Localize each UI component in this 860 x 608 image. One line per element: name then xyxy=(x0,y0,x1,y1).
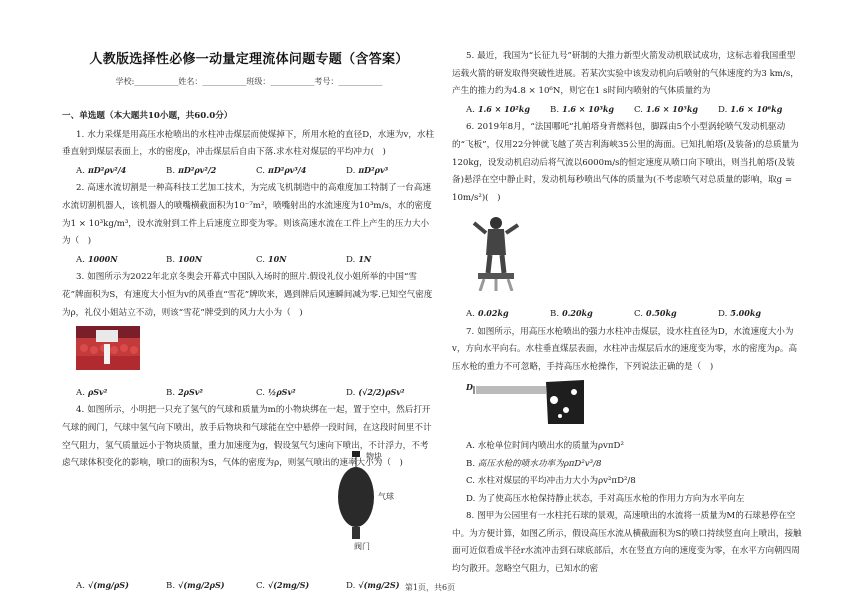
water-cannon-image xyxy=(466,380,586,424)
question-number: 2. xyxy=(76,183,85,194)
option-b[interactable]: B. 2ρSv² xyxy=(166,386,203,398)
water-jet-figure xyxy=(466,380,802,432)
label-valve: 阀门 xyxy=(354,541,370,551)
option-a[interactable]: A. ρSv² xyxy=(76,386,108,398)
question-number: 7. xyxy=(466,326,475,337)
option-d[interactable]: D. πD²ρv³ xyxy=(346,164,389,176)
question-number: 6. xyxy=(466,122,475,133)
option-a[interactable]: A. 1000N xyxy=(76,253,118,265)
question-number: 8. xyxy=(466,511,475,522)
options-row xyxy=(62,162,436,181)
question-text: 如图所示为2022年北京冬奥会开幕式中国队入场时的照片.假设礼仪小姐所举的中国“雪花”牌面积为S，有速度大小恒为v的风垂直“雪花”牌吹来，遇到牌后风速瞬间减为零.已知空气密度为ρ，礼仪小姐站立不动，则该“雪花”牌受到的风力大小为（ ) xyxy=(62,272,433,318)
page-footer: 第1页，共6页 xyxy=(404,583,456,592)
right-column xyxy=(452,48,802,579)
olympics-photo xyxy=(76,326,436,378)
option-d[interactable]: D. (√2/2)ρSv² xyxy=(346,386,405,398)
option-a[interactable]: A. 水枪单位时间内喷出水的质量为ρvπD² xyxy=(466,440,624,451)
question-text: 高速水流切割是一种高科技工艺加工技术，为完成飞机制造中的高难度加工特制了一台高速水流切割机器人，该机器人的喷嘴横截面积为10⁻⁷m²，喷嘴射出的水流速度为10³m/s，水的密度为1 × 10³kg/m³，设水流射到工件上后速度立即变为零。则该高速水流在工件上产生的压力大小为（ ) xyxy=(62,183,432,247)
question-4 xyxy=(62,402,436,595)
question-text: 如图所示，用高压水枪喷出的强力水柱冲击煤层，设水柱直径为D，水流速度大小为v，方向水平向右。水柱垂直煤层表面，水柱冲击煤层后水的速度变为零，水的密度为ρ。高压水枪的重力不可忽略，手持高压水枪操作，下列说法正确的是（ ) xyxy=(452,326,798,372)
option-c[interactable]: C. ½ρSv² xyxy=(256,386,296,398)
question-8 xyxy=(452,508,802,578)
flyboard-photo xyxy=(466,211,802,299)
question-number: 4. xyxy=(76,405,85,416)
option-a[interactable]: A. √(mg/ρS) xyxy=(76,579,129,591)
option-a[interactable]: A. πD²ρv²/4 xyxy=(76,164,127,176)
label-balloon: 气球 xyxy=(378,491,394,501)
question-3 xyxy=(62,269,436,402)
question-number: 3. xyxy=(76,272,85,283)
option-d[interactable]: D. √(mg/2S) xyxy=(346,579,400,591)
options-row xyxy=(62,384,436,403)
question-5 xyxy=(452,48,802,119)
page-title: 人教版选择性必修一动量定理流体问题专题（含答案） xyxy=(89,52,409,67)
question-text: 最近，我国为“长征九号”研制的大推力新型火箭发动机联试成功，这标志着我国重型运载火箭的研发取得突破性进展。若某次实验中该发动机向后喷射的气体速度约为3 km/s，产生的推力约为4.8 × 10⁶N，则它在1 s时间内喷射的气体质量约为 xyxy=(452,51,799,97)
options-row xyxy=(62,251,436,270)
question-number: 5. xyxy=(466,51,475,61)
label-d: D xyxy=(466,382,473,393)
options-row xyxy=(452,101,802,120)
left-column xyxy=(62,108,436,595)
option-c[interactable]: C. 水柱对煤层的平均冲击力大小为ρv²πD²/8 xyxy=(466,476,636,487)
olympic-team-image xyxy=(76,326,140,370)
option-c[interactable]: C. 10N xyxy=(256,253,287,265)
option-b[interactable]: B. 高压水枪的喷水功率为ρπD²v³/8 xyxy=(466,458,602,469)
option-b[interactable]: B. 0.20kg xyxy=(550,307,593,319)
option-c[interactable]: C. 1.6 × 10⁵kg xyxy=(634,103,698,115)
option-b[interactable]: B. √(mg/2ρS) xyxy=(166,579,225,591)
option-d[interactable]: D. 为了使高压水枪保持静止状态，手对高压水枪的作用力方向为水平向左 xyxy=(466,493,745,504)
question-1 xyxy=(62,127,436,181)
option-d[interactable]: D. 1N xyxy=(346,253,372,265)
question-text: 图甲为公园里有一水柱托石球的景观，高速喷出的水流将一质量为M的石球悬停在空中。为方便计算，如图乙所示，假设高压水流从横截面积为S的喷口持续竖直向上喷出，接触面可近似看成半径r水流冲击到石球底部后，水在竖直方向的速度变为零，在水平方向朝四周均匀散开。忽略空气阻力，已知水的密 xyxy=(452,511,802,575)
option-b[interactable]: B. 100N xyxy=(166,253,203,265)
options-row xyxy=(452,305,802,324)
question-6 xyxy=(452,119,802,323)
option-b[interactable]: B. 1.6 × 10³kg xyxy=(550,103,615,115)
question-text: 如图所示，小明把一只充了氢气的气球和质量为m的小物块绑在一起，置于空中，然后打开气球的阀门，气球中氢气向下喷出，放手后物块和气球能在空中悬停一段时间，在这段时间里不计空气阻力，氢气质量远小于物块质量，重力加速度为g，假设氢气匀速向下喷出，不计浮力，不考虑气球体积变化的影响，喷口的面积为S，气体的密度为ρ，则氢气喷出的速率大小为（ ) xyxy=(62,405,432,469)
option-d[interactable]: D. 5.00kg xyxy=(718,307,761,319)
option-a[interactable]: A. 0.02kg xyxy=(466,307,509,319)
question-text: 2019年8月，“法国哪吒”扎帕塔身背燃料包，脚踩由5个小型涡轮喷气发动机驱动的“飞板”，仅用22分钟就飞越了英吉利海峡35公里的海面。已知扎帕塔(及装备)的总质量为120kg，设发动机启动后将气流以6000m/s的恒定速度从喷口向下喷出，则当扎帕塔(及装备)悬浮在空中静止时，发动机每秒喷出气体的质量为(不考虑喷气对总质量的影响，取g = 10m/s²)( ) xyxy=(452,122,799,203)
option-c[interactable]: C. πD²ρv³/4 xyxy=(256,164,307,176)
section-heading: 一、单选题（本大题共10小题，共60.0分） xyxy=(62,111,233,121)
option-b[interactable]: B. πD²ρv²/2 xyxy=(166,164,217,176)
question-2 xyxy=(62,180,436,269)
option-c[interactable]: C. √(2mg/S) xyxy=(256,579,310,591)
question-text: 水力采煤是用高压水枪喷出的水柱冲击煤层而使煤掉下，所用水枪的直径D，水速为v，水柱垂直射到煤层表面上，水的密度ρ，冲击煤层后自由下落.求水柱对煤层的平均冲力( ) xyxy=(62,129,435,158)
option-c[interactable]: C. 0.50kg xyxy=(634,307,677,319)
student-info: 学校:___________姓名：___________班级：___________考号：___________ xyxy=(115,77,383,86)
question-7 xyxy=(452,324,802,509)
option-d[interactable]: D. 1.6 × 10⁶kg xyxy=(718,103,783,115)
label-block: 物块 xyxy=(366,451,382,461)
option-a[interactable]: A. 1.6 × 10²kg xyxy=(466,103,530,115)
flyboard-rider-image xyxy=(466,211,526,291)
question-number: 1. xyxy=(76,129,85,140)
